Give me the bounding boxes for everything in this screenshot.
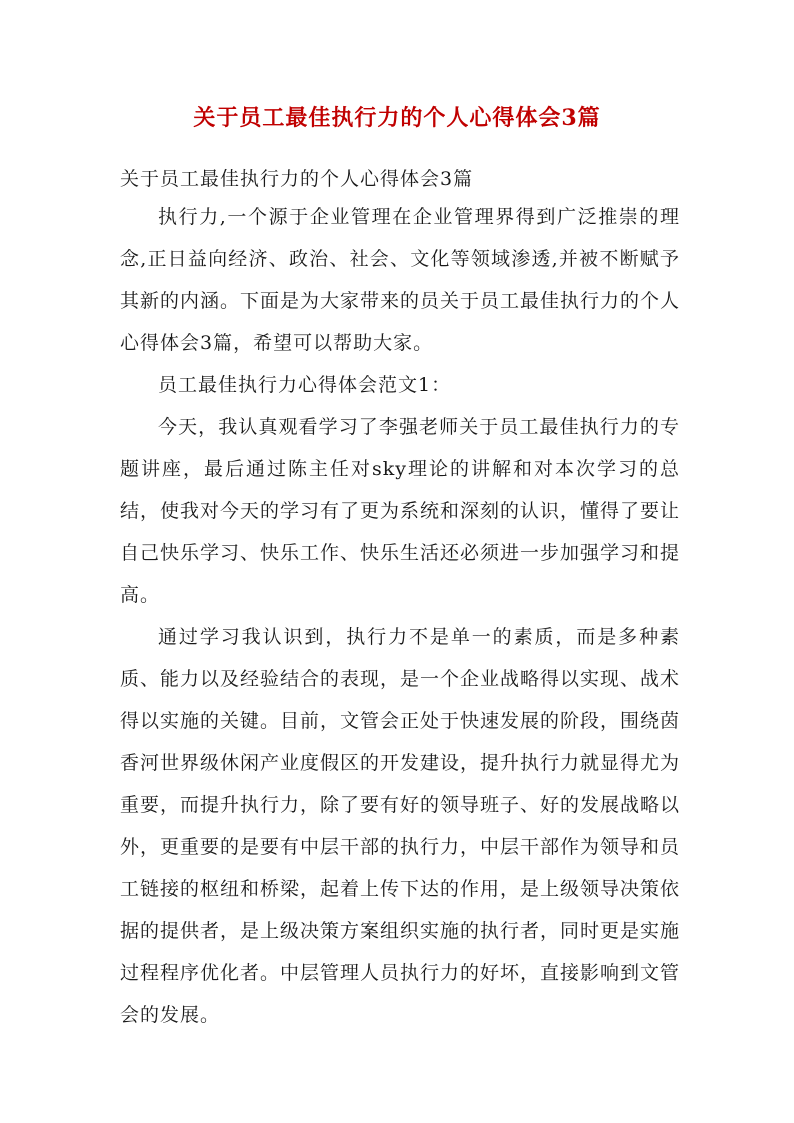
paragraph-today: 今天，我认真观看学习了李强老师关于员工最佳执行力的专题讲座，最后通过陈主任对sky理论的讲解和对本次学习的总结，使我对今天的学习有了更为系统和深刻的认识，懂得了要让自己快乐学习、快乐工作、快乐生活还必须进一步加强学习和提高。: [120, 416, 681, 606]
document-subtitle: 关于员工最佳执行力的个人心得体会3篇: [120, 168, 474, 190]
document-title: 关于员工最佳执行力的个人心得体会3篇: [193, 105, 601, 131]
paragraph-intro: 执行力,一个源于企业管理在企业管理界得到广泛推崇的理念,正日益向经济、政治、社会、文化等领域渗透,并被不断赋予其新的内涵。下面是为大家带来的员关于员工最佳执行力的个人心得体会3篇，希望可以帮助大家。: [120, 206, 681, 354]
paragraph-section-heading: 员工最佳执行力心得体会范文1：: [158, 374, 452, 396]
paragraph-learning: 通过学习我认识到，执行力不是单一的素质，而是多种素质、能力以及经验结合的表现，是一个企业战略得以实现、战术得以实施的关键。目前，文管会正处于快速发展的阶段，围绕茵香河世界级休闲产业度假区的开发建设，提升执行力就显得尤为重要，而提升执行力，除了要有好的领导班子、好的发展战略以外，更重要的是要有中层干部的执行力，中层干部作为领导和员工链接的枢纽和桥梁，起着上传下达的作用，是上级领导决策依据的提供者，是上级决策方案组织实施的执行者，同时更是实施过程程序优化者。中层管理人员执行力的好坏，直接影响到文管会的发展。: [120, 626, 681, 1026]
